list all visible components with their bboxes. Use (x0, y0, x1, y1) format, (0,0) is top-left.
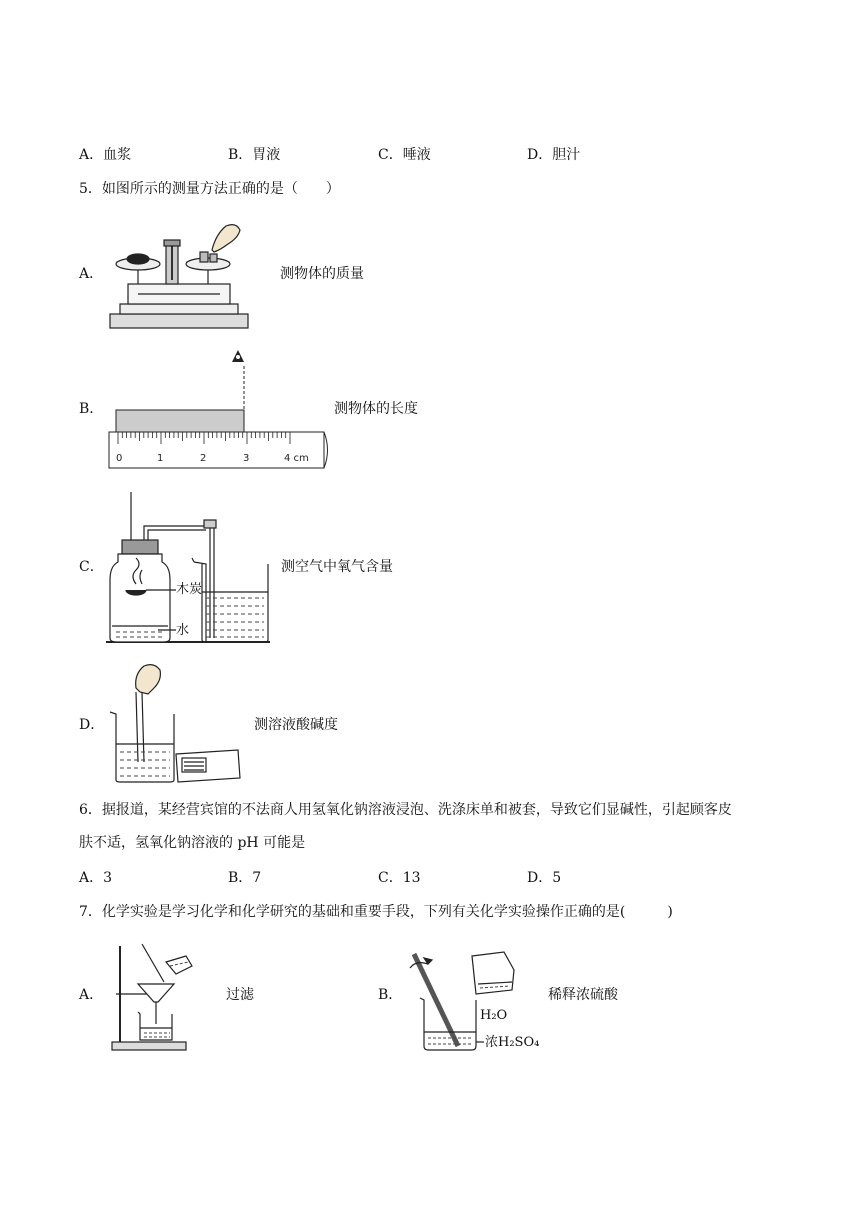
q7-b-letter: B． (378, 987, 403, 1003)
label-water: 水 (176, 623, 190, 638)
q6-option-a: A．3 (79, 870, 113, 886)
ph-test-illustration (108, 662, 243, 786)
q6-stem-line2: 肤不适，氢氧化钠溶液的 pH 可能是 (79, 835, 306, 851)
q5-d-caption: 测溶液酸碱度 (254, 717, 338, 733)
balance-scale-illustration (108, 222, 258, 332)
q5-d-letter: D． (79, 717, 105, 733)
filtration-illustration (108, 940, 198, 1054)
q5-b-letter: B． (79, 401, 104, 417)
q5-c-caption: 测空气中氧气含量 (281, 559, 393, 575)
q5-a-letter: A． (79, 266, 104, 282)
ruler-tick-1: 1 (157, 453, 164, 464)
q4-option-a: A．血浆 (79, 147, 132, 163)
ruler-tick-0: 0 (116, 453, 123, 464)
label-charcoal: 木炭 (176, 582, 203, 597)
q7-a-letter: A． (79, 987, 104, 1003)
oxygen-content-apparatus-illustration (106, 490, 276, 646)
q4-option-b: B．胃液 (228, 147, 281, 163)
label-h2o: H₂O (480, 1008, 508, 1023)
q5-a-caption: 测物体的质量 (280, 266, 364, 282)
q4-option-c: C．唾液 (378, 147, 431, 163)
q7-a-caption: 过滤 (226, 987, 254, 1003)
ruler-illustration (106, 348, 331, 470)
q6-option-c: C．13 (378, 870, 421, 886)
label-conc-h2so4: 浓H₂SO₄ (485, 1035, 540, 1050)
ruler-tick-4: 4 cm (284, 453, 309, 464)
q6-option-b: B．7 (228, 870, 262, 886)
q6-stem-line1: 6．据报道，某经营宾馆的不法商人用氢氧化钠溶液浸泡、洗涤床单和被套，导致它们显碱性，引起顾客皮 (79, 802, 732, 818)
q7-b-caption: 稀释浓硫酸 (548, 987, 618, 1003)
q7-stem: 7．化学实验是学习化学和化学研究的基础和重要手段，下列有关化学实验操作正确的是( ) (79, 904, 673, 920)
q5-stem: 5．如图所示的测量方法正确的是（ ） (79, 181, 340, 197)
q4-option-d: D．胆汁 (527, 147, 581, 163)
q5-c-letter: C． (79, 559, 104, 575)
ruler-tick-2: 2 (200, 453, 207, 464)
ruler-tick-3: 3 (243, 453, 250, 464)
q6-option-d: D．5 (527, 870, 562, 886)
q5-b-caption: 测物体的长度 (334, 401, 418, 417)
